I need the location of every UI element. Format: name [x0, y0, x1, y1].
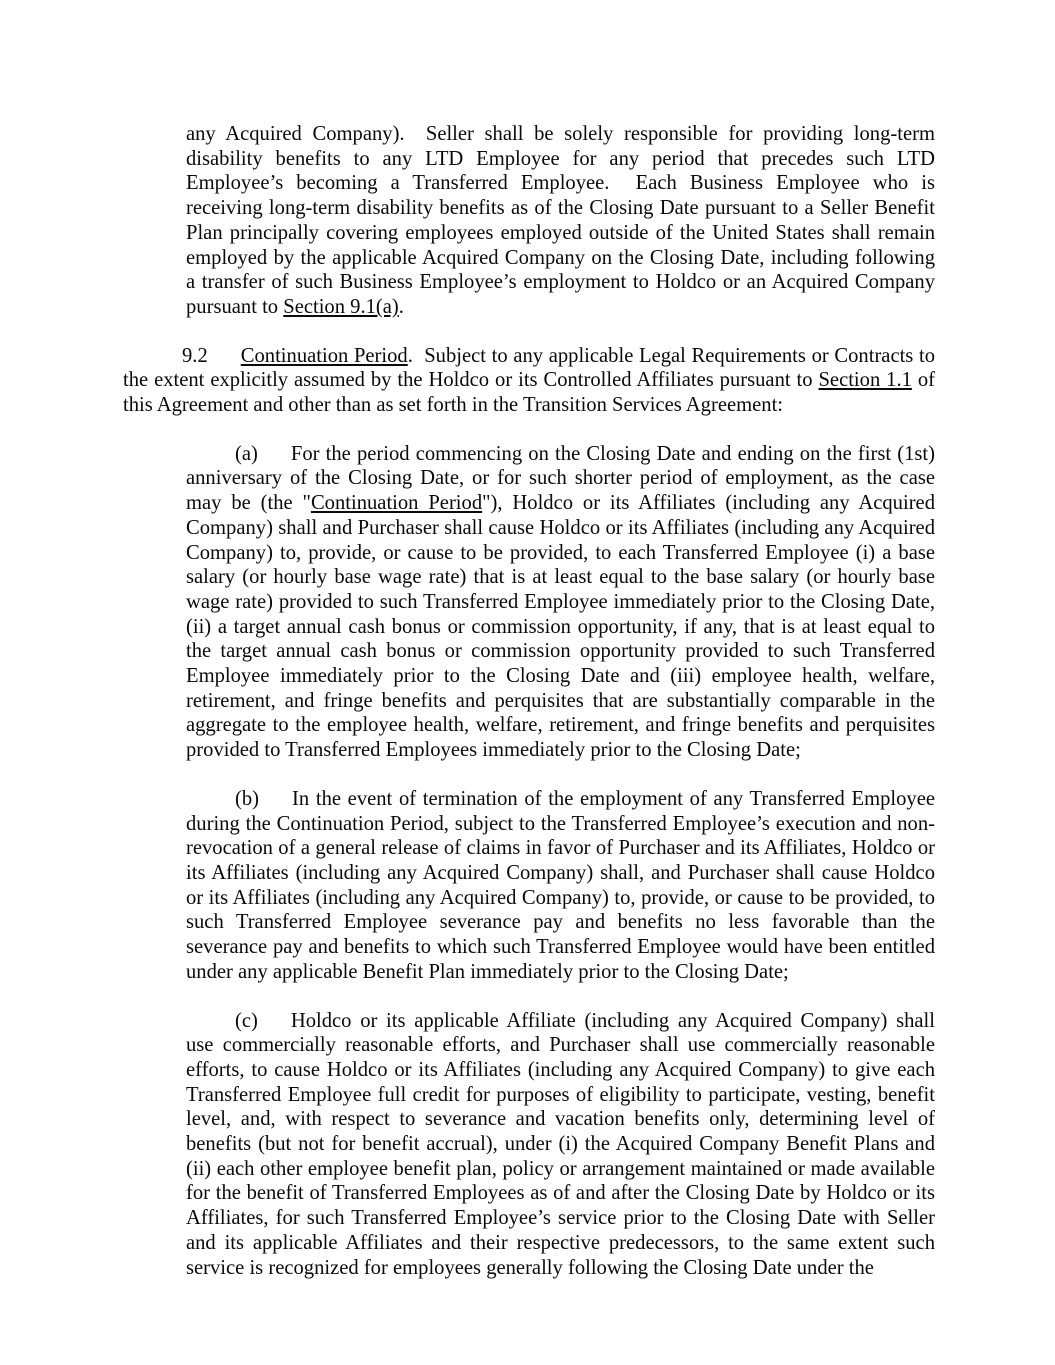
- section-number: 9.2: [182, 344, 208, 367]
- subsection-label: (b): [235, 787, 260, 810]
- subsection-paragraph-a: [186, 442, 935, 763]
- section-paragraph: [123, 344, 935, 418]
- underlined-reference: Section 1.1: [818, 369, 912, 392]
- subsection-paragraph-c: [186, 1009, 935, 1281]
- subsection-label: (a): [235, 442, 258, 465]
- underlined-reference: Continuation Period: [240, 344, 408, 367]
- underlined-reference: Section 9.1(a): [283, 295, 399, 318]
- text-segment: any Acquired Company). Seller shall be solely responsible for providing long-term disability benefits to any LTD Employee for any period that precedes such LTD Employee’s becoming a Transferred Employee. Each Business Employee who is receiving long-term disability benefits as of the Closing Date pursuant to a Seller Benefit Plan principally covering employees employed outside of the United States shall remain employed by the applicable Acquired Company on the Closing Date, including following a transfer of such Business Employee’s employment to Holdco or an Acquired Company pursuant to: [186, 123, 935, 318]
- text-segment: In the event of termination of the employment of any Transferred Employee during the Continuation Period, subject to the Transferred Employee’s execution and non-revocation of a general release of claims in favor of Purchaser and its Affiliates, Holdco or its Affiliates (including any Acquired Company) shall, and Purchaser shall cause Holdco or its Affiliates (including any Acquired Company) to, provide, or cause to be provided, to such Transferred Employee severance pay and benefits no less favorable than the severance pay and benefits to which such Transferred Employee would have been entitled under any applicable Benefit Plan immediately prior to the Closing Date;: [186, 787, 935, 983]
- text-segment: For the period commencing on the Closing Date and ending on the first (1st) anniversary of the Closing Date, or for such shorter period of employment, as the case may be (the ": [186, 442, 935, 515]
- text-segment: Holdco or its applicable Affiliate (including any Acquired Company) shall use commercially reasonable efforts, and Purchaser shall use commercially reasonable efforts, to cause Holdco or its Affiliates (including any Acquired Company) to give each Transferred Employee full credit for purposes of eligibility to participate, vesting, benefit level, and, with respect to severance and vacation benefits only, determining level of benefits (but not for benefit accrual), under (i) the Acquired Company Benefit Plans and (ii) each other employee benefit plan, policy or arrangement maintained or made available for the benefit of Transferred Employees as of and after the Closing Date by Holdco or its Affiliates, for such Transferred Employee’s service prior to the Closing Date with Seller and its applicable Affiliates and their respective predecessors, to the same extent such service is recognized for employees generally following the Closing Date under the: [186, 1009, 935, 1279]
- document-body: [123, 122, 935, 1304]
- text-segment: .: [398, 295, 404, 318]
- underlined-reference: Continuation Period: [310, 492, 483, 515]
- text-segment: "), Holdco or its Affiliates (including any Acquired Company) shall and Purchaser shall cause Holdco or its Affiliates (including any Acquired Company) to, provide, or cause to be provided, to each Transferred Employee (i) a base salary (or hourly base wage rate) that is at least equal to the base salary (or hourly base wage rate) provided to such Transferred Employee immediately prior to the Closing Date, (ii) a target annual cash bonus or commission opportunity, if any, that is at least equal to the target annual cash bonus or commission opportunity provided to such Transferred Employee immediately prior to the Closing Date and (iii) employee health, welfare, retirement, and fringe benefits and perquisites that are substantially comparable in the aggregate to the employee health, welfare, retirement, and fringe benefits and perquisites provided to Transferred Employees immediately prior to the Closing Date;: [186, 492, 935, 762]
- continuation-paragraph: [186, 122, 935, 320]
- subsection-label: (c): [235, 1009, 258, 1032]
- text-segment: of this Agreement and other than as set forth in the Transition Services Agreement:: [123, 369, 935, 417]
- subsection-paragraph-b: [186, 787, 935, 985]
- text-segment: . Subject to any applicable Legal Requirements or Contracts to the extent explicitly assumed by the Holdco or its Controlled Affiliates pursuant to: [123, 344, 935, 392]
